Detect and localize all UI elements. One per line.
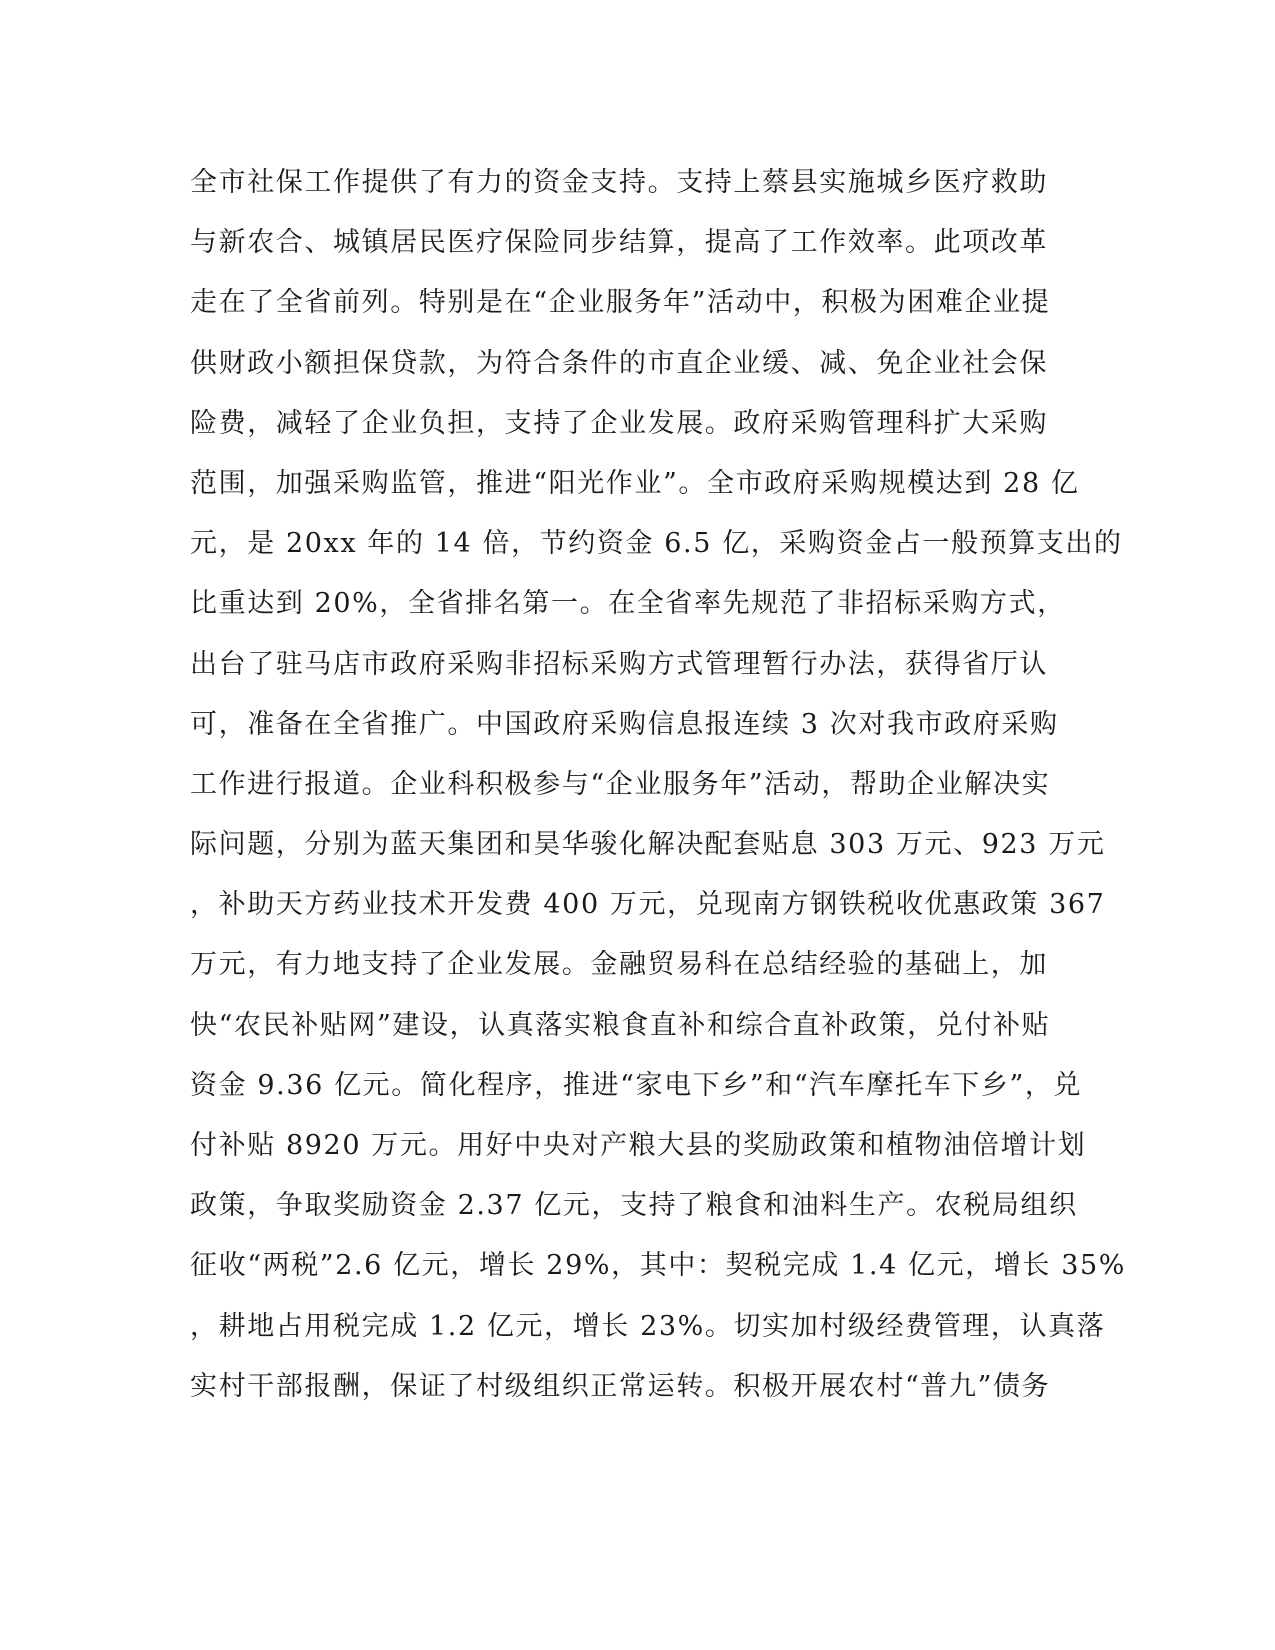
text-line: 范围，加强采购监管，推进“阳光作业”。全市政府采购规模达到 28 亿: [190, 467, 1080, 499]
text-line: 万元，有力地支持了企业发展。金融贸易科在总结经验的基础上，加: [190, 949, 1048, 981]
text-line: 出台了驻马店市政府采购非招标采购方式管理暂行办法，获得省厅认: [190, 648, 1048, 680]
text-line: 实村干部报酬，保证了村级组织正常运转。积极开展农村“普九”债务: [190, 1370, 1051, 1402]
text-line: 元，是 20xx 年的 14 倍，节约资金 6.5 亿，采购资金占一般预算支出的: [190, 528, 1123, 560]
text-line: 工作进行报道。企业科积极参与“企业服务年”活动，帮助企业解决实: [190, 768, 1051, 800]
text-line: 供财政小额担保贷款，为符合条件的市直企业缓、减、免企业社会保: [190, 347, 1048, 379]
text-line: 与新农合、城镇居民医疗保险同步结算，提高了工作效率。此项改革: [190, 227, 1048, 259]
body-text: [190, 153, 1127, 1417]
text-line: 政策，争取奖励资金 2.37 亿元，支持了粮食和油料生产。农税局组织: [190, 1190, 1078, 1222]
text-line: 走在了全省前列。特别是在“企业服务年”活动中，积极为困难企业提: [190, 287, 1051, 319]
text-line: 资金 9.36 亿元。简化程序，推进“家电下乡”和“汽车摩托车下乡”，兑: [190, 1069, 1083, 1101]
text-line: 全市社保工作提供了有力的资金支持。支持上蔡县实施城乡医疗救助: [190, 167, 1048, 198]
text-line: 快“农民补贴网”建设，认真落实粮食直补和综合直补政策，兑付补贴: [190, 1009, 1051, 1041]
text-line: 可，准备在全省推广。中国政府采购信息报连续 3 次对我市政府采购: [190, 708, 1059, 740]
text-line: ，补助天方药业技术开发费 400 万元，兑现南方钢铁税收优惠政策 367: [190, 889, 1106, 921]
text-line: 征收“两税”2.6 亿元，增长 29%，其中：契税完成 1.4 亿元，增长 35%: [190, 1250, 1127, 1282]
text-line: ，耕地占用税完成 1.2 亿元，增长 23%。切实加村级经费管理，认真落: [190, 1310, 1106, 1342]
text-line: 比重达到 20%，全省排名第一。在全省率先规范了非招标采购方式，: [190, 588, 1066, 620]
text-line: 付补贴 8920 万元。用好中央对产粮大县的奖励政策和植物油倍增计划: [190, 1130, 1087, 1161]
text-line: 际问题，分别为蓝天集团和昊华骏化解决配套贴息 303 万元、923 万元: [190, 829, 1106, 861]
text-line: 险费，减轻了企业负担，支持了企业发展。政府采购管理科扩大采购: [190, 407, 1048, 439]
